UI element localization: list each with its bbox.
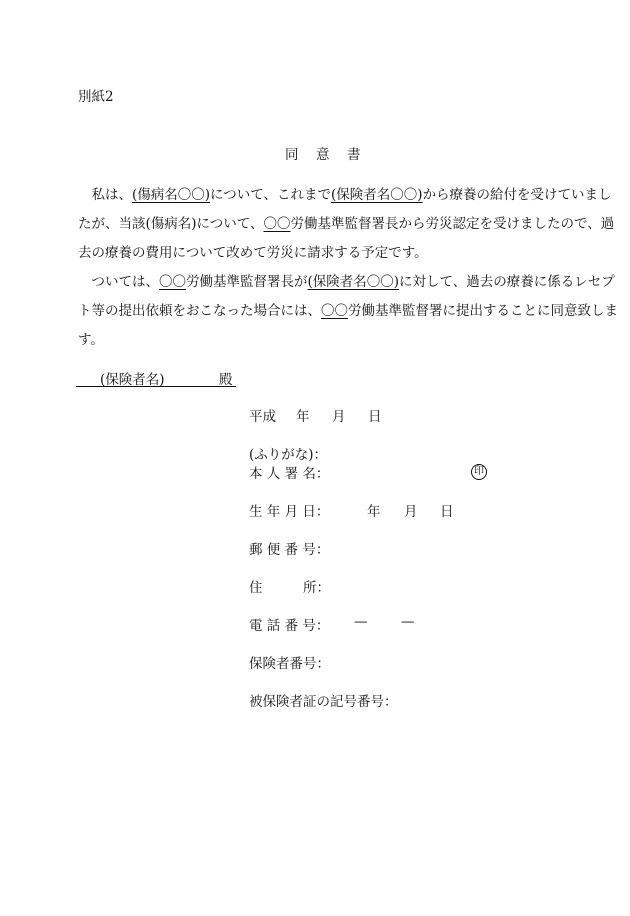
addressee-honorific: 殿 <box>219 372 233 388</box>
phone-row <box>249 614 415 634</box>
phone-label: 電 話 番 号： <box>249 618 330 634</box>
body-line <box>78 328 554 348</box>
date-era: 平成 <box>249 409 276 425</box>
seal-icon: 印 <box>471 464 487 480</box>
date-year: 年 <box>296 409 310 425</box>
placeholder-underlined: (保険者名〇〇) <box>331 187 423 203</box>
body-text: 労働基準監督署長が <box>186 274 308 290</box>
body-line <box>78 183 612 203</box>
insured-card-label: 被保険者証の記号番号： <box>249 694 398 710</box>
placeholder-underlined: 〇〇 <box>321 303 348 319</box>
address-label: 住 所： <box>249 580 330 596</box>
body-line <box>78 270 615 290</box>
insurer-number-label: 保険者番号： <box>249 656 330 672</box>
phone-dash-1: — <box>354 614 368 630</box>
body-text: たが、当該(傷病名)について、 <box>78 216 264 232</box>
seal-mark <box>471 462 487 480</box>
phone-dash-2: — <box>401 614 415 630</box>
date-month: 月 <box>332 409 346 425</box>
postal-label: 郵 便 番 号： <box>249 542 330 558</box>
placeholder-underlined: (傷病名〇〇) <box>132 187 211 203</box>
body-text: ついては、 <box>78 274 159 290</box>
body-text: 労働基準監督署長から労災認定を受けましたので、過 <box>290 216 615 232</box>
date-row <box>249 405 382 425</box>
birthdate-row <box>249 500 454 520</box>
placeholder-underlined: (保険者名〇〇) <box>307 274 400 290</box>
addressee-line <box>76 368 236 387</box>
document-title: 同 意 書 <box>285 147 363 163</box>
attachment-label: 別紙2 <box>78 89 114 105</box>
body-line <box>78 241 554 261</box>
body-text: から療養の給付を受けていまし <box>422 187 612 203</box>
birthdate-label: 生 年 月 日： <box>249 504 330 520</box>
body-text: 私は、 <box>78 187 132 203</box>
body-text: 去の療養の費用について改めて労災に請求する予定です。 <box>78 245 428 261</box>
birthdate-day: 日 <box>440 504 454 520</box>
placeholder-underlined: 〇〇 <box>263 216 291 232</box>
signature-label: 本 人 署 名： <box>249 466 330 482</box>
body-text: ト等の提出依頼をおこなった場合には、 <box>78 303 321 319</box>
body-text: す。 <box>78 332 104 348</box>
body-text: 労働基準監督署に提出することに同意致しま <box>348 303 618 319</box>
body-line <box>78 299 618 319</box>
birthdate-month: 月 <box>404 504 418 520</box>
birthdate-year: 年 <box>367 504 381 520</box>
date-day: 日 <box>368 409 382 425</box>
body-text: について、これまで <box>210 187 332 203</box>
addressee-name: (保険者名) <box>100 372 165 388</box>
placeholder-underlined: 〇〇 <box>159 274 186 290</box>
furigana-label: (ふりがな)： <box>249 447 328 463</box>
body-line <box>78 212 615 232</box>
body-text: に対して、過去の療養に係るレセプ <box>399 274 615 290</box>
